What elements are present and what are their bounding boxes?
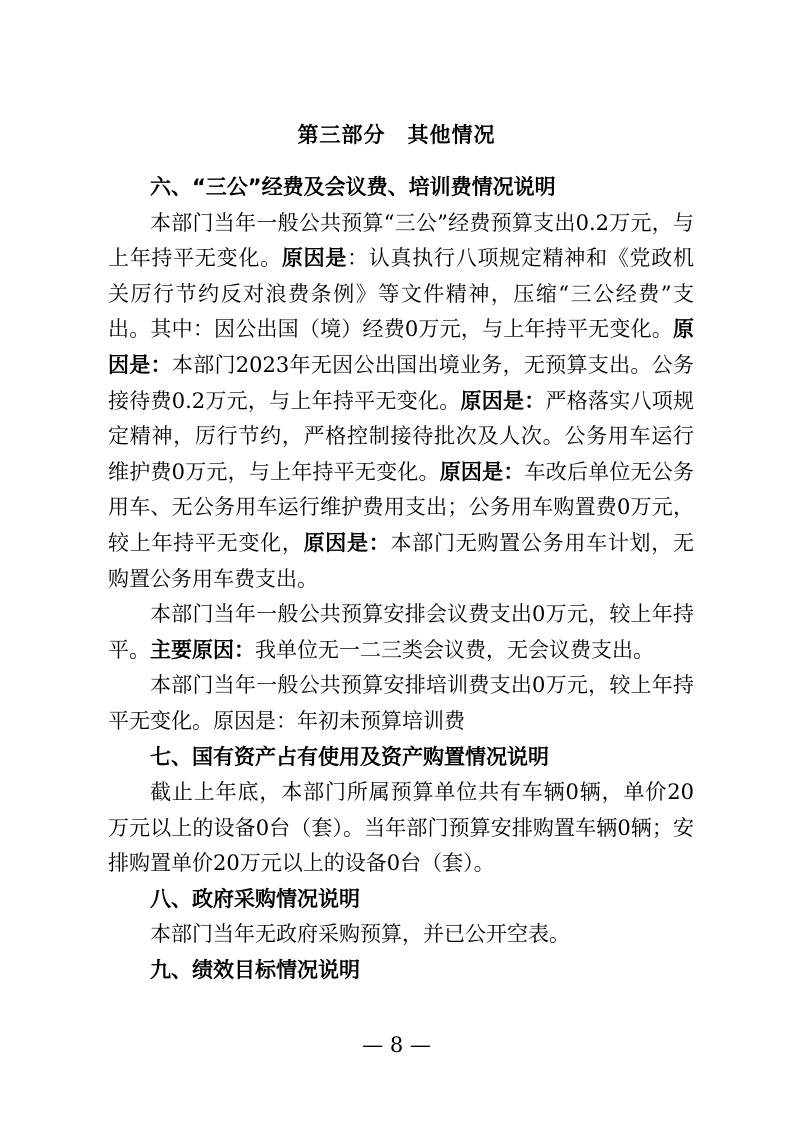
page-number: — 8 — — [362, 1033, 431, 1057]
three-public-expenses-paragraph — [108, 206, 694, 598]
reason-label: 原因是 — [281, 246, 348, 271]
reason-label: 原因是： — [108, 317, 694, 377]
section-six-heading: 六、“三公”经费及会议费、培训费情况说明 — [150, 175, 556, 199]
paragraph-text: 车改后单位无公务用车、无公务用车运行维护费用支出；公务用车购置费0万元，较上年持平无变化， — [108, 459, 695, 555]
government-procurement-paragraph: 本部门当年无政府采购预算，并已公开空表。 — [150, 922, 570, 947]
paragraph-text: 本部门当年一般公共预算安排会议费支出0万元，较上年持平。 — [108, 602, 694, 662]
paragraph-text: 我单位无一二三类会议费，无会议费支出。 — [255, 637, 654, 662]
paragraph-text: 本部门当年一般公共预算“三公”经费预算支出0.2万元，与上年持平无变化。 — [108, 210, 694, 271]
section-eight-heading: 八、政府采购情况说明 — [150, 886, 360, 911]
reason-label: 主要原因： — [150, 637, 255, 662]
document-body — [108, 170, 694, 989]
paragraph-text: ：认真执行八项规定精神和《党政机关厉行节约反对浪费条例》等文件精神，压缩“三公经费”支出。其中：因公出国（境）经费0万元，与上年持平无变化。 — [108, 246, 695, 342]
paragraph-text: 本部门无购置公务用车计划，无购置公务用车费支出。 — [108, 530, 695, 591]
section-nine-heading: 九、绩效目标情况说明 — [150, 958, 360, 983]
section-seven-heading: 七、国有资产占有使用及资产购置情况说明 — [150, 744, 549, 769]
paragraph-text: 严格落实八项规定精神，厉行节约，严格控制接待批次及人次。公务用车运行维护费0万元，与上年持平无变化。 — [108, 388, 695, 484]
paragraph-text: 本部门2023年无因公出国出境业务，无预算支出。公务接待费0.2万元，与上年持平无变化。 — [108, 352, 694, 413]
reason-label: 原因是： — [460, 388, 546, 413]
training-expenses-paragraph: 本部门当年一般公共预算安排培训费支出0万元，较上年持平无变化。原因是：年初未预算培训费 — [108, 673, 694, 733]
reason-label: 原因是： — [303, 530, 391, 555]
state-assets-paragraph: 截止上年底，本部门所属预算单位共有车辆0辆，单价20万元以上的设备0台（套）。当年部门预算安排购置车辆0辆；安排购置单价20万元以上的设备0台（套）。 — [108, 780, 694, 876]
reason-label: 原因是： — [439, 459, 525, 484]
meeting-expenses-paragraph — [108, 597, 694, 668]
page-title: 第三部分 其他情况 — [297, 123, 496, 147]
